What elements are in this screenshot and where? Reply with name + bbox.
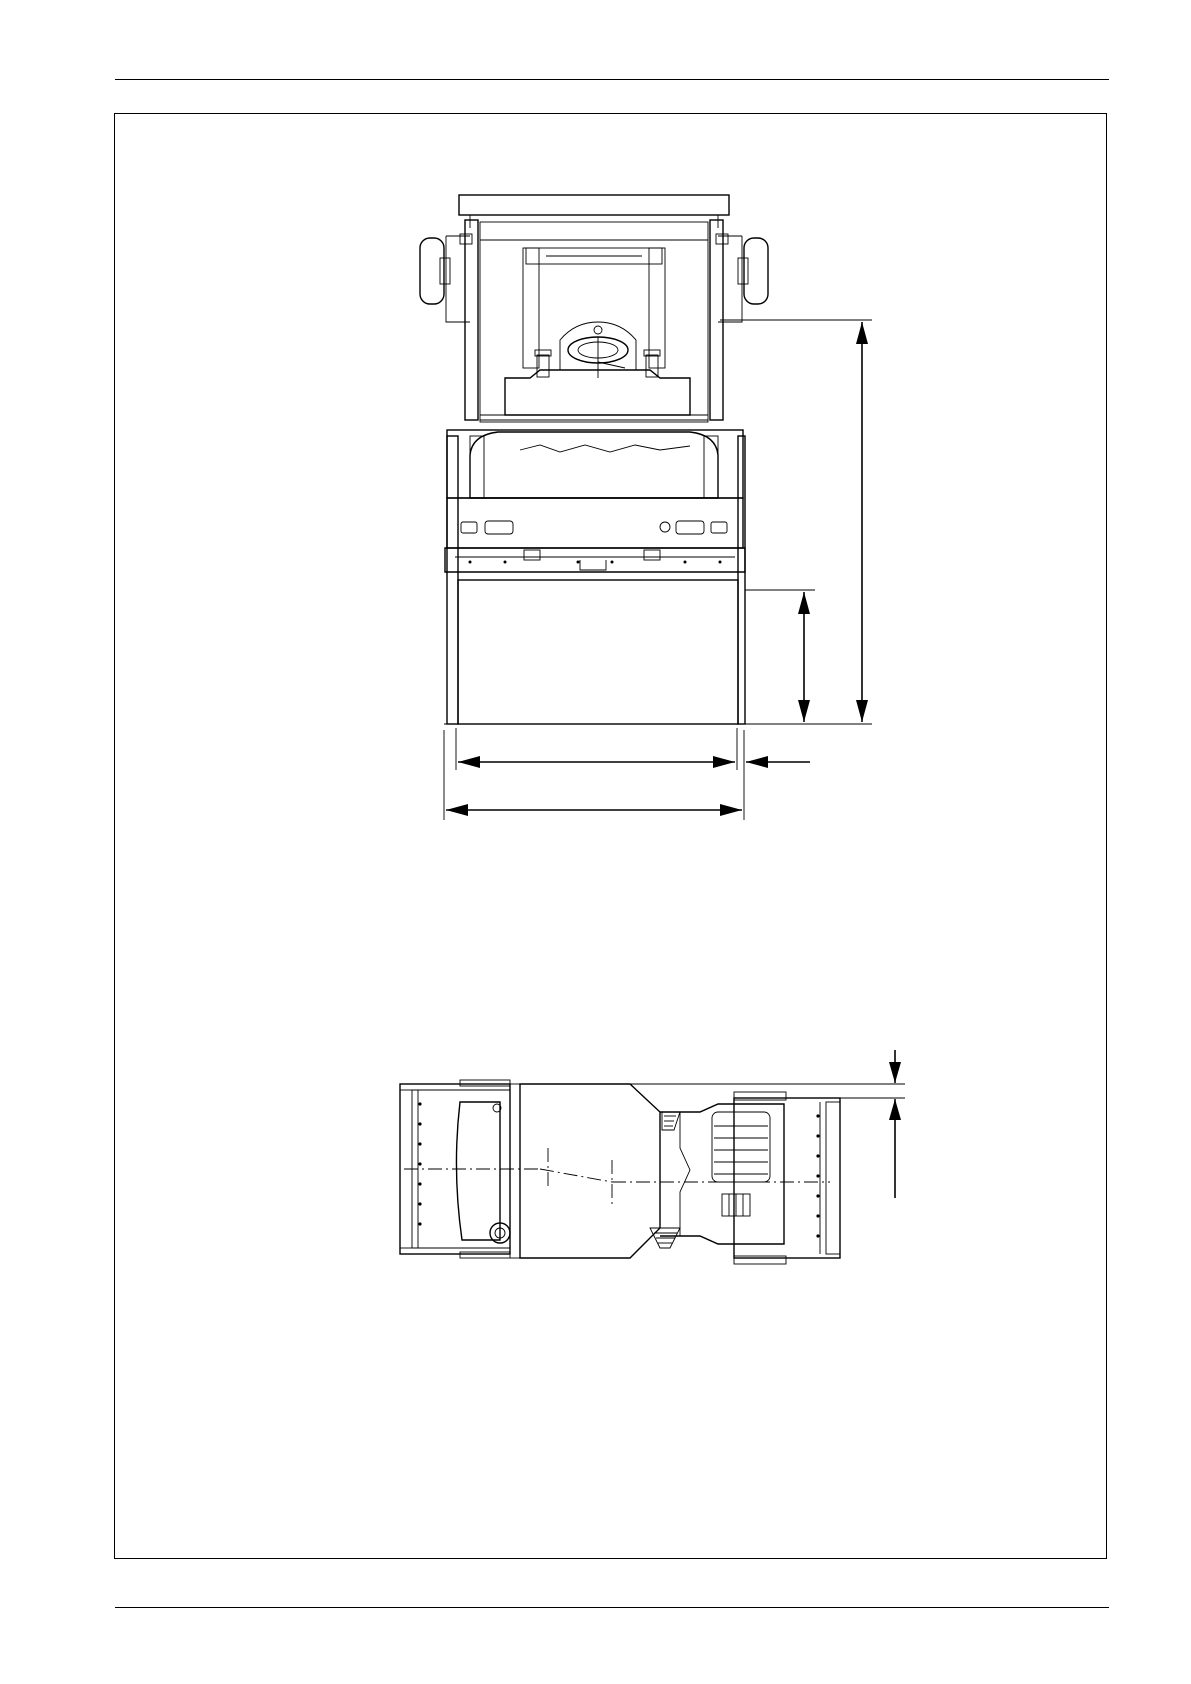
front-drum — [444, 436, 745, 724]
dimension-side-clearance — [746, 756, 810, 768]
cab-frame — [465, 220, 723, 422]
step-plates — [650, 1112, 680, 1248]
dimension-drum-height — [745, 590, 815, 722]
rear-frame-top — [456, 1102, 510, 1243]
engine-hood — [447, 430, 743, 498]
articulation-body-top — [510, 1084, 660, 1258]
front-drum-top — [734, 1092, 840, 1264]
front-panel — [447, 498, 743, 548]
cab-roof — [459, 195, 729, 228]
top-view — [400, 1050, 905, 1264]
dimension-offset — [630, 1050, 905, 1198]
dimension-drum-width — [456, 728, 737, 770]
right-mirror — [716, 234, 768, 322]
front-bumper — [445, 548, 745, 572]
left-mirror — [420, 234, 472, 322]
dimension-overall-width — [444, 730, 744, 820]
engine-body-top — [660, 1104, 784, 1244]
operator-seat — [505, 322, 690, 415]
front-view — [420, 195, 872, 820]
centerline — [404, 1148, 830, 1204]
